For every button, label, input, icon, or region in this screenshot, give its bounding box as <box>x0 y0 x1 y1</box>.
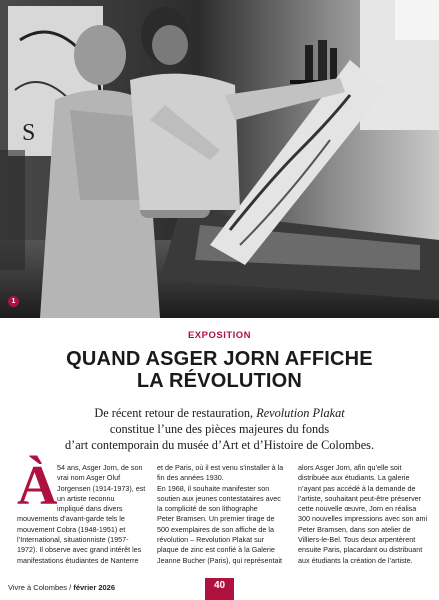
body-line: distribuée aux étudiants. La galerie <box>298 473 410 483</box>
body-line: et de Paris, où il est venu s’installer à la <box>157 463 284 472</box>
body-line: l’artiste, souhaitant peut-être préserver <box>298 493 422 503</box>
body-line: mouvements d’avant-garde tels le <box>17 514 125 524</box>
page-number: 40 <box>205 578 234 600</box>
body-line: Villiers-le-Bel. Tous deux arpentèrent <box>298 535 416 545</box>
body-column-3 <box>298 463 428 566</box>
section-kicker: EXPOSITION <box>187 330 252 341</box>
body-line: 500 exemplaires de son affiche de la <box>157 524 274 534</box>
lede-line-3: d’art contemporain du musée d’Art et d’Histoire de Colombes. <box>64 438 375 452</box>
article-title <box>0 348 439 392</box>
body-line: alors Asger Jorn, afin qu’elle soit <box>298 463 402 472</box>
body-line: Peter Bramsen, dans son atelier de <box>298 524 411 534</box>
body-line: plaque de zinc est confié à la Galerie <box>157 545 275 555</box>
body-line: 300 nouvelles impressions avec son ami <box>298 514 428 524</box>
body-line: Jeanne Bucher (Paris), qui représentait <box>157 555 283 565</box>
lede-line-1: De récent retour de restauration, Revolution Plakat <box>94 406 345 420</box>
footer-publication <box>8 583 115 592</box>
body-line: révolution – Revolution Plakat sur <box>157 535 265 545</box>
body-line: ensuite Paris, placardant ou distribuant <box>298 545 423 555</box>
body-line: En 1968, il souhaite manifester son <box>157 483 270 493</box>
artwork-title: Revolution Plakat <box>256 406 345 420</box>
drop-cap: À <box>17 455 58 517</box>
body-line: Jorgensen (1914-1973), est <box>57 483 146 493</box>
article-lede <box>0 405 439 453</box>
body-line: cette nouvelle œuvre, Jorn en réalisa <box>298 504 417 514</box>
body-line: soutien aux jeunes contestataires avec <box>157 493 281 503</box>
body-line: impliqué dans divers <box>57 504 123 514</box>
body-line: manifestations étudiantes de Nanterre <box>17 555 139 565</box>
body-line: mouvement Cobra (1948-1951) et <box>17 524 126 534</box>
body-column-2 <box>157 463 283 566</box>
body-line: un artiste reconnu <box>57 493 115 503</box>
body-line: fin des années 1930. <box>157 473 224 483</box>
issue-date: février 2026 <box>73 583 116 592</box>
body-line: vrai nom Asger Oluf <box>57 473 121 483</box>
body-line: 54 ans, Asger Jorn, de son <box>57 463 143 472</box>
article-title-line-1: QUAND ASGER JORN AFFICHE <box>66 348 373 370</box>
body-column-1 <box>17 463 146 566</box>
body-line: n’ayant pas accédé à la demande de <box>298 483 416 493</box>
body-line: la complicité de son lithographe <box>157 504 258 514</box>
article-title-line-2: LA RÉVOLUTION <box>136 370 303 392</box>
svg-text:S: S <box>22 120 36 146</box>
footer-separator: / <box>67 583 74 592</box>
photo-caption-number: 1 <box>8 296 19 307</box>
body-line: aux étudiants la création de l’artiste. <box>298 555 413 565</box>
lede-line-2: constitue l’une des pièces majeures du fonds <box>109 422 330 436</box>
body-line: l’International, situationniste (1957- <box>17 535 129 545</box>
publication-name: Vivre à Colombes <box>8 583 68 592</box>
body-line: Peter Bramsen. Un premier tirage de <box>157 514 275 524</box>
body-line: 1972). Il observe avec grand intérêt les <box>17 545 142 555</box>
article-body <box>17 455 428 583</box>
